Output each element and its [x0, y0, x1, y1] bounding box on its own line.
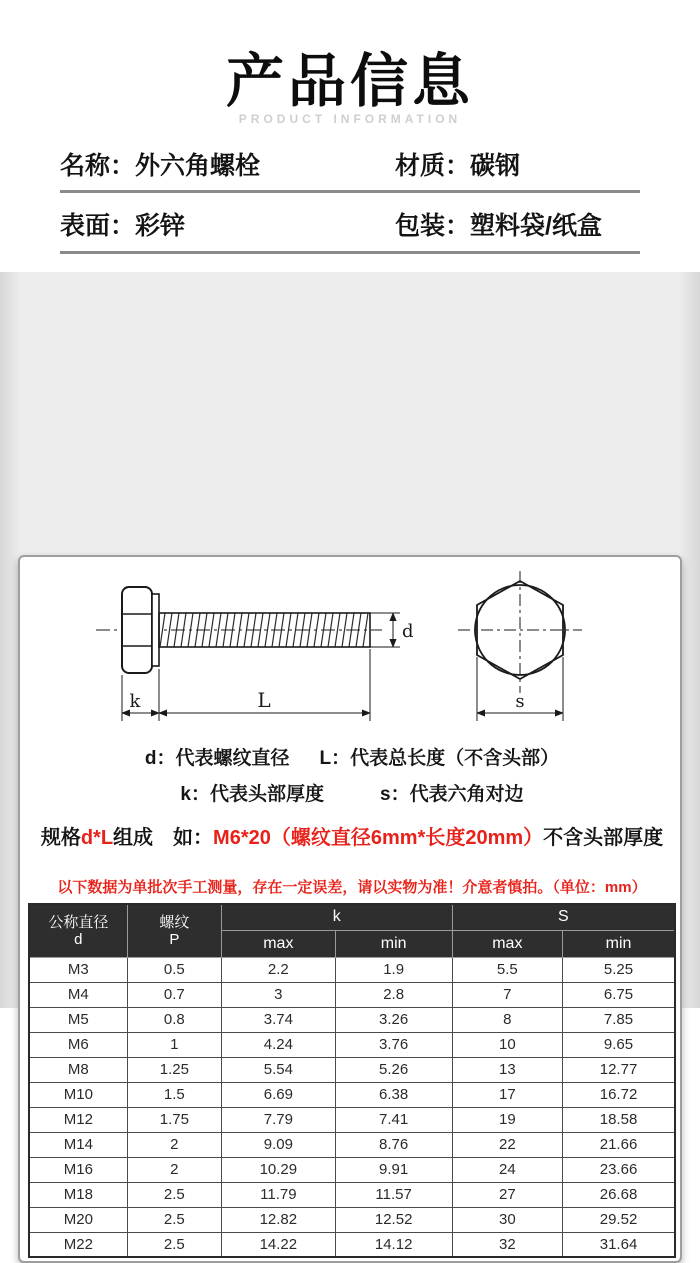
table-cell: 8.76 — [335, 1132, 452, 1157]
table-cell: 5.25 — [563, 957, 675, 982]
table-cell: 1 — [127, 1032, 221, 1057]
table-cell: M22 — [29, 1232, 127, 1257]
info-material-label: 材质： — [395, 152, 471, 180]
col-header-pitch — [127, 904, 221, 957]
spec-seg5: 不含头部厚度 — [543, 827, 664, 849]
spec-seg2: d*L — [80, 827, 114, 849]
table-cell: 6.69 — [222, 1082, 336, 1107]
table-cell: 10 — [452, 1032, 562, 1057]
table-row — [29, 1207, 675, 1232]
table-cell: M5 — [29, 1007, 127, 1032]
table-row — [29, 1232, 675, 1257]
col-header-s-max: max — [452, 930, 562, 957]
table-cell: 2 — [127, 1132, 221, 1157]
table-cell: 32 — [452, 1232, 562, 1257]
table-cell: 6.75 — [563, 982, 675, 1007]
info-surface-value: 彩锌 — [135, 212, 186, 240]
info-name-value: 外六角螺栓 — [135, 152, 261, 180]
legend-d: d：代表螺纹直径 — [144, 748, 290, 769]
table-cell: 22 — [452, 1132, 562, 1157]
table-cell: 12.82 — [222, 1207, 336, 1232]
spec-card — [18, 555, 682, 1263]
table-cell: M20 — [29, 1207, 127, 1232]
table-row — [29, 1107, 675, 1132]
table-row — [29, 1157, 675, 1182]
legend-s: s：代表六角对边 — [380, 784, 524, 805]
table-cell: 30 — [452, 1207, 562, 1232]
dim-label-k: k — [129, 691, 141, 712]
info-surface — [60, 206, 395, 242]
table-cell: 4.24 — [222, 1032, 336, 1057]
info-row-2 — [60, 206, 640, 242]
table-cell: 12.52 — [335, 1207, 452, 1232]
table-row — [29, 1032, 675, 1057]
table-cell: 7.79 — [222, 1107, 336, 1132]
measurement-disclaimer: 以下数据为单批次手工测量，存在一定误差，请以实物为准！介意者慎拍。（单位：mm） — [57, 879, 647, 896]
table-cell: 3.74 — [222, 1007, 336, 1032]
table-cell: 2.2 — [222, 957, 336, 982]
table-cell: 7.41 — [335, 1107, 452, 1132]
table-row — [29, 957, 675, 982]
divider-line — [60, 190, 640, 193]
info-name — [60, 146, 395, 182]
table-cell: M10 — [29, 1082, 127, 1107]
table-cell: 3.26 — [335, 1007, 452, 1032]
table-cell: 18.58 — [563, 1107, 675, 1132]
table-cell: 5.26 — [335, 1057, 452, 1082]
col-header-diameter — [29, 904, 127, 957]
table-row — [29, 1057, 675, 1082]
info-package-value: 塑料袋/纸盒 — [470, 212, 602, 240]
table-cell: 0.5 — [127, 957, 221, 982]
col-header-k-max: max — [222, 930, 336, 957]
dim-label-s: s — [515, 691, 525, 712]
table-cell: 23.66 — [563, 1157, 675, 1182]
page-title: 产品信息 — [225, 49, 474, 114]
table-cell: 16.72 — [563, 1082, 675, 1107]
info-material-value: 碳钢 — [470, 152, 521, 180]
info-row-1 — [60, 146, 640, 182]
table-cell: 21.66 — [563, 1132, 675, 1157]
info-material — [395, 146, 640, 182]
table-cell: 8 — [452, 1007, 562, 1032]
table-cell: M14 — [29, 1132, 127, 1157]
col-header-k-min: min — [335, 930, 452, 957]
col-header-pitch-line1: 螺纹 — [159, 913, 190, 931]
col-header-diameter-line2: d — [74, 930, 83, 948]
legend-line-1 — [20, 743, 684, 770]
spec-table-wrap — [28, 903, 676, 1258]
table-cell: 11.57 — [335, 1182, 452, 1207]
table-cell: 5.54 — [222, 1057, 336, 1082]
dim-label-L: L — [257, 688, 271, 712]
spec-example-line — [20, 821, 684, 850]
table-cell: 2.5 — [127, 1207, 221, 1232]
bolt-side-view — [96, 587, 382, 673]
spec-seg3: 组成 如： — [113, 827, 214, 849]
table-cell: 9.09 — [222, 1132, 336, 1157]
legend-k: k：代表头部厚度 — [180, 784, 324, 805]
table-cell: 2.8 — [335, 982, 452, 1007]
page-subtitle: PRODUCT INFORMATION — [238, 112, 462, 126]
table-cell: 6.38 — [335, 1082, 452, 1107]
table-row — [29, 1182, 675, 1207]
table-cell: 13 — [452, 1057, 562, 1082]
table-cell: 1.5 — [127, 1082, 221, 1107]
table-cell: M18 — [29, 1182, 127, 1207]
table-cell: 1.75 — [127, 1107, 221, 1132]
table-cell: 1.9 — [335, 957, 452, 982]
table-cell: 10.29 — [222, 1157, 336, 1182]
table-row — [29, 1132, 675, 1157]
table-cell: 17 — [452, 1082, 562, 1107]
table-cell: 7.85 — [563, 1007, 675, 1032]
table-cell: 2.5 — [127, 1182, 221, 1207]
spec-seg1: 规格 — [40, 827, 81, 849]
info-package-label: 包装： — [395, 212, 471, 240]
table-cell: M8 — [29, 1057, 127, 1082]
table-cell: M6 — [29, 1032, 127, 1057]
legend-line-2 — [20, 779, 684, 806]
info-name-label: 名称： — [60, 152, 136, 180]
table-cell: 3.76 — [335, 1032, 452, 1057]
table-cell: 14.12 — [335, 1232, 452, 1257]
table-cell: 12.77 — [563, 1057, 675, 1082]
table-cell: 29.52 — [563, 1207, 675, 1232]
col-header-diameter-line1: 公称直径 — [48, 913, 109, 931]
table-cell: 0.8 — [127, 1007, 221, 1032]
spec-card-background — [0, 272, 700, 1253]
divider-line — [60, 251, 640, 254]
table-cell: 7 — [452, 982, 562, 1007]
table-row — [29, 982, 675, 1007]
col-header-pitch-line2: P — [169, 930, 180, 948]
table-cell: 2.5 — [127, 1232, 221, 1257]
table-cell: 1.25 — [127, 1057, 221, 1082]
table-cell: 26.68 — [563, 1182, 675, 1207]
table-cell: 27 — [452, 1182, 562, 1207]
dim-label-d: d — [402, 621, 414, 642]
table-row — [29, 1007, 675, 1032]
table-cell: M16 — [29, 1157, 127, 1182]
spec-seg4: M6*20（螺纹直径6mm*长度20mm） — [213, 827, 544, 849]
table-cell: 0.7 — [127, 982, 221, 1007]
table-cell: 24 — [452, 1157, 562, 1182]
table-cell: 14.22 — [222, 1232, 336, 1257]
table-cell: 9.91 — [335, 1157, 452, 1182]
info-surface-label: 表面： — [60, 212, 136, 240]
table-row — [29, 1082, 675, 1107]
spec-table — [28, 903, 676, 1258]
table-cell: M12 — [29, 1107, 127, 1132]
table-cell: 31.64 — [563, 1232, 675, 1257]
table-cell: 3 — [222, 982, 336, 1007]
table-cell: 19 — [452, 1107, 562, 1132]
table-cell: 5.5 — [452, 957, 562, 982]
table-cell: M3 — [29, 957, 127, 982]
table-cell: 9.65 — [563, 1032, 675, 1057]
col-header-s-min: min — [563, 930, 675, 957]
spec-table-body — [29, 957, 675, 1257]
spec-table-head — [29, 904, 675, 957]
table-cell: M4 — [29, 982, 127, 1007]
col-group-s: S — [452, 904, 675, 930]
table-cell: 2 — [127, 1157, 221, 1182]
col-group-k: k — [222, 904, 453, 930]
bolt-dimension-diagram — [30, 567, 674, 745]
table-cell: 11.79 — [222, 1182, 336, 1207]
info-package — [395, 206, 640, 242]
legend-L: L：代表总长度（不含头部） — [319, 748, 560, 769]
